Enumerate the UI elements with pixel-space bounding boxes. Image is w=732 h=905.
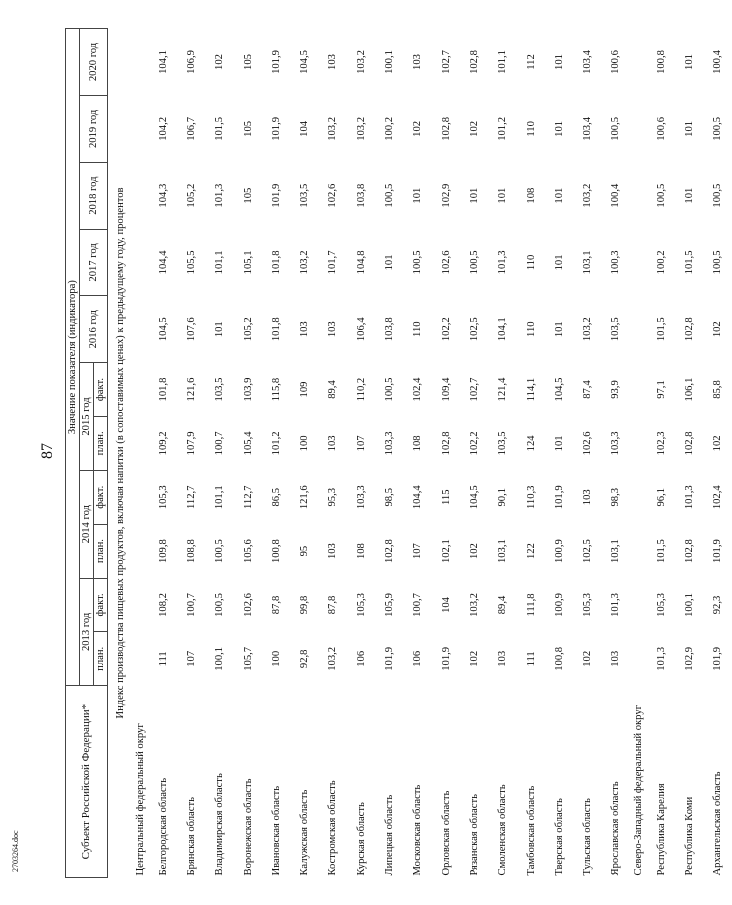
value-cell: 103,3 [355,485,367,510]
value-cell: 87,4 [582,380,594,399]
value-cell: 103,2 [355,50,367,74]
value-cell: 105,4 [242,431,254,456]
table-row [177,29,205,878]
value-cell: 105,3 [582,593,594,617]
table-row [704,29,732,878]
value-cell: 101,8 [270,317,282,342]
value-cell: 103 [412,54,424,70]
value-cell: 101 [683,120,695,137]
value-cell: 102,7 [440,50,452,74]
value-cell: 103 [327,543,339,560]
value-cell: 111,8 [525,593,537,617]
value-cell: 100,5 [384,377,396,402]
fact-header: факт. [94,578,108,632]
value-cell: 101 [384,254,396,271]
value-cell: 103,3 [610,431,622,456]
value-cell: 103,2 [582,317,594,342]
table-row [319,29,347,878]
value-cell: 102,6 [242,593,254,617]
value-cell: 105,3 [655,593,667,617]
value-cell: 105 [242,187,254,204]
value-cell: 89,4 [327,380,339,399]
value-cell: 101,2 [497,116,509,141]
value-cell: 100,5 [610,116,622,141]
value-cell: 101,3 [497,250,509,275]
value-cell: 101 [468,187,480,204]
indicator-title: Индекс производства пищевых продуктов, включая напитки (в сопоставимых ценах) к предыдущему году, процентов [114,187,126,719]
value-cell: 121,4 [497,377,509,402]
value-cell: 98,5 [384,487,396,507]
rotated-table-container [65,28,724,878]
value-cell: 101,1 [214,485,226,510]
value-cell: 100,9 [553,593,565,617]
row-header: Субъект Российской Федерации* [66,686,108,878]
value-cell: 105 [242,120,254,137]
value-cell: 102,7 [468,377,480,402]
value-cell: 103,5 [610,317,622,342]
value-cell: 105,1 [242,250,254,275]
value-cell: 103 [299,321,311,338]
value-cell: 92,3 [712,595,724,615]
value-cell: 100,3 [610,250,622,275]
value-cell: 100,1 [214,646,226,671]
value-cell: 105,3 [157,485,169,510]
value-cell: 104,5 [553,377,565,402]
value-cell: 105,6 [242,539,254,564]
value-cell: 103 [497,650,509,667]
value-cell: 100 [299,435,311,452]
value-cell: 102,8 [468,50,480,74]
value-cell: 106,4 [355,317,367,342]
value-cell: 85,8 [712,380,724,399]
value-cell: 98,3 [610,487,622,507]
value-cell: 102,9 [683,646,695,671]
value-cell: 100,8 [655,50,667,74]
value-cell: 101,7 [327,250,339,275]
value-cell: 100,8 [553,646,565,671]
table-row [290,29,318,878]
value-cell: 104,4 [412,485,424,510]
value-cell: 105,7 [242,646,254,671]
value-cell: 124 [525,435,537,452]
value-cell: 100,5 [655,183,667,208]
year-header-2020: 2020 год [80,29,108,96]
value-cell: 101 [214,321,226,338]
value-cell: 103,4 [582,116,594,141]
value-cell: 109,2 [157,431,169,456]
region-name: Тульская область [582,798,594,876]
value-cell: 102 [468,120,480,137]
value-cell: 103,2 [327,116,339,141]
region-name: Липецкая область [384,794,396,876]
value-cell: 112 [525,54,537,70]
value-cell: 92,8 [299,649,311,669]
value-cell: 102 [582,650,594,667]
value-cell: 102,2 [468,431,480,456]
value-cell: 103 [327,321,339,338]
value-cell: 104,3 [157,183,169,208]
value-cell: 100,5 [412,250,424,275]
value-cell: 102,8 [683,539,695,564]
value-cell: 104,4 [157,250,169,275]
value-cell: 103 [327,435,339,452]
region-name: Тверская область [553,798,565,876]
table-row [489,29,517,878]
value-cell: 103,5 [497,431,509,456]
page-number: 87 [39,443,56,459]
plan-header: план. [94,524,108,578]
value-cell: 105,2 [242,317,254,342]
value-cell: 105 [242,54,254,70]
value-cell: 110 [525,254,537,271]
value-cell: 101,2 [270,431,282,456]
value-cell: 100,7 [185,593,197,617]
value-cell: 101,9 [384,646,396,671]
fact-header: факт. [94,470,108,524]
value-cell: 115,8 [270,377,282,402]
region-name: Калужская область [299,789,311,876]
value-cell: 101 [497,187,509,204]
region-name: Владимирская область [214,773,226,876]
value-cell: 100,7 [412,593,424,617]
value-cell: 101 [553,187,565,204]
value-cell: 111 [157,651,169,667]
value-cell: 102,2 [440,317,452,342]
value-cell: 102,6 [327,183,339,208]
value-cell: 101,9 [270,183,282,208]
table-row [234,29,262,878]
value-cell: 103,5 [214,377,226,402]
table-row [347,29,375,878]
value-cell: 89,4 [497,595,509,615]
table-row [675,29,703,878]
value-cell: 101,8 [270,250,282,275]
value-cell: 101 [683,54,695,70]
value-cell: 103 [610,650,622,667]
plan-header: план. [94,632,108,686]
table-row [573,29,601,878]
value-cell: 100,1 [384,50,396,74]
value-cell: 96,1 [655,487,667,507]
value-cell: 100,5 [468,250,480,275]
value-cell: 87,8 [327,595,339,615]
value-cell: 100,6 [610,50,622,74]
value-cell: 100,4 [610,183,622,208]
value-cell: 102,5 [582,539,594,564]
value-cell: 101,9 [553,485,565,510]
value-cell: 100,5 [384,183,396,208]
section-name: Центральный федеральный округ [135,723,146,876]
value-cell: 86,5 [270,487,282,507]
plan-header: план. [94,416,108,470]
value-cell: 112,7 [242,485,254,509]
value-cell: 102,8 [440,431,452,456]
value-cell: 104,5 [299,50,311,74]
value-cell: 108 [355,543,367,560]
value-cell: 101 [553,54,565,70]
value-cell: 104,5 [468,485,480,510]
value-cell: 107,6 [185,317,197,342]
value-cell: 103,8 [355,183,367,208]
indicator-table [65,28,732,878]
value-cell: 103,2 [355,116,367,141]
table-row [206,29,234,878]
value-cell: 111 [525,651,537,667]
table-row [404,29,432,878]
value-cell: 104,5 [157,317,169,342]
value-cell: 101,9 [440,646,452,671]
value-cell: 100,8 [270,539,282,564]
year-header-2019: 2019 год [80,95,108,162]
value-cell: 101,5 [655,317,667,342]
value-cell: 106,1 [683,377,695,402]
value-cell: 101,9 [270,116,282,141]
region-name: Смоленская область [497,784,509,876]
value-cell: 115 [440,489,452,505]
value-cell: 103,2 [468,593,480,617]
value-cell: 103,5 [299,183,311,208]
value-cell: 106 [355,650,367,667]
section-row [630,29,647,878]
value-cell: 122 [525,543,537,560]
value-cell: 103,2 [327,646,339,671]
region-name: Курская область [355,802,367,876]
region-name: Московская область [412,784,424,876]
value-cell: 106,9 [185,50,197,74]
value-cell: 103,9 [242,377,254,402]
value-cell: 103,1 [582,250,594,275]
value-cell: 101,5 [683,250,695,275]
year-header-2018: 2018 год [80,162,108,229]
value-cell: 103,2 [582,183,594,208]
value-cell: 90,1 [497,487,509,507]
value-cell: 107 [412,543,424,560]
value-cell: 103,2 [299,250,311,275]
region-name: Тамбовская область [525,785,537,876]
value-cell: 104 [440,597,452,613]
value-cell: 101,3 [214,183,226,208]
value-cell: 100,2 [655,250,667,275]
value-cell: 95 [299,545,311,557]
value-cell: 103 [582,489,594,506]
value-cell: 101,1 [497,50,509,74]
table-row [647,29,675,878]
value-cell: 100,5 [214,539,226,564]
value-cell: 87,8 [270,595,282,615]
value-cell: 114,1 [525,377,537,402]
value-cell: 105,2 [185,183,197,208]
value-cell: 104,8 [355,250,367,275]
value-cell: 102 [468,650,480,667]
value-cell: 101,3 [655,646,667,671]
value-cell: 108,8 [185,539,197,564]
region-name: Республика Коми [683,796,695,876]
region-name: Архангельская область [712,771,724,876]
table-row [375,29,403,878]
table-row [517,29,545,878]
value-header: Значение показателя (индикатора) [66,29,80,686]
value-cell: 93,9 [610,380,622,399]
value-cell: 101,9 [712,646,724,671]
table-row [432,29,460,878]
value-cell: 103,3 [384,431,396,456]
value-cell: 100,4 [712,50,724,74]
year-header-2017: 2017 год [80,229,108,296]
value-cell: 101,3 [683,485,695,510]
value-cell: 109,8 [157,539,169,564]
value-cell: 102,6 [440,250,452,275]
table-row [602,29,630,878]
value-cell: 102,4 [712,485,724,510]
value-cell: 110,2 [355,377,367,402]
value-cell: 121,6 [299,485,311,510]
value-cell: 104,1 [157,50,169,74]
region-name: Ярославская область [610,781,622,876]
value-cell: 105,9 [384,593,396,617]
year-header-2015: 2015 год [80,363,94,471]
value-cell: 112,7 [185,485,197,509]
value-cell: 101 [553,254,565,271]
region-name: Рязанская область [468,794,480,876]
value-cell: 101,8 [157,377,169,402]
value-cell: 102,8 [384,539,396,564]
region-name: Брянская область [185,797,197,876]
value-cell: 101,1 [214,250,226,275]
value-cell: 102,5 [468,317,480,342]
value-cell: 95,3 [327,487,339,507]
table-row [262,29,290,878]
region-name: Костромская область [327,780,339,876]
value-cell: 100,7 [214,431,226,456]
value-cell: 102,6 [582,431,594,456]
fact-header: факт. [94,363,108,417]
value-cell: 102 [712,435,724,452]
value-cell: 102,4 [412,377,424,402]
value-cell: 101 [553,120,565,137]
value-cell: 101,9 [270,50,282,74]
value-cell: 110 [525,121,537,137]
value-cell: 110 [525,321,537,337]
value-cell: 103,4 [582,50,594,74]
value-cell: 110 [412,321,424,337]
value-cell: 106 [412,650,424,667]
region-name: Воронежская область [242,778,254,876]
section-row [132,29,149,878]
value-cell: 107 [355,435,367,452]
value-cell: 100 [270,650,282,667]
region-name: Ивановская область [270,785,282,876]
table-row [460,29,488,878]
value-cell: 109,4 [440,377,452,402]
value-cell: 101,3 [610,593,622,617]
value-cell: 101,5 [655,539,667,564]
year-header-2016: 2016 год [80,296,108,363]
value-cell: 102 [712,321,724,338]
value-cell: 104,2 [157,116,169,141]
value-cell: 102,8 [440,116,452,141]
value-cell: 108 [412,435,424,452]
value-cell: 101 [553,435,565,452]
value-cell: 103 [327,54,339,70]
value-cell: 102 [468,543,480,560]
value-cell: 101,9 [712,539,724,564]
value-cell: 102 [214,54,226,70]
value-cell: 100,5 [214,593,226,617]
value-cell: 109 [299,381,311,398]
value-cell: 97,1 [655,380,667,399]
value-cell: 101 [683,187,695,204]
value-cell: 103,8 [384,317,396,342]
region-name: Орловская область [440,790,452,876]
value-cell: 100,9 [553,539,565,564]
table-row [545,29,573,878]
value-cell: 108,2 [157,593,169,617]
value-cell: 102 [412,120,424,137]
value-cell: 100,1 [683,593,695,617]
value-cell: 100,6 [655,116,667,141]
value-cell: 104 [299,120,311,137]
value-cell: 102,8 [683,431,695,456]
value-cell: 103,1 [497,539,509,564]
value-cell: 100,5 [712,183,724,208]
value-cell: 107 [185,650,197,667]
value-cell: 102,9 [440,183,452,208]
value-cell: 102,3 [655,431,667,456]
value-cell: 100,5 [712,250,724,275]
value-cell: 104,1 [497,317,509,342]
region-name: Белгородская область [157,777,169,876]
value-cell: 110,3 [525,485,537,509]
value-cell: 101 [553,321,565,338]
value-cell: 106,7 [185,116,197,141]
value-cell: 99,8 [299,595,311,615]
value-cell: 102,1 [440,539,452,564]
document-code: 2703264.doc [11,830,20,872]
value-cell: 108 [525,187,537,204]
value-cell: 101 [412,187,424,204]
section-name: Северо-Западный федеральный округ [633,705,645,876]
region-name: Республика Карелия [655,783,667,876]
table-row [149,29,177,878]
value-cell: 105,5 [185,250,197,275]
year-header-2014: 2014 год [80,470,94,578]
year-header-2013: 2013 год [80,578,94,686]
value-cell: 121,6 [185,377,197,402]
value-cell: 101,5 [214,116,226,141]
value-cell: 100,2 [384,116,396,141]
value-cell: 102,8 [683,317,695,342]
value-cell: 103,1 [610,539,622,564]
table-body [108,29,732,878]
value-cell: 100,5 [712,116,724,141]
value-cell: 105,3 [355,593,367,617]
value-cell: 107,9 [185,431,197,456]
